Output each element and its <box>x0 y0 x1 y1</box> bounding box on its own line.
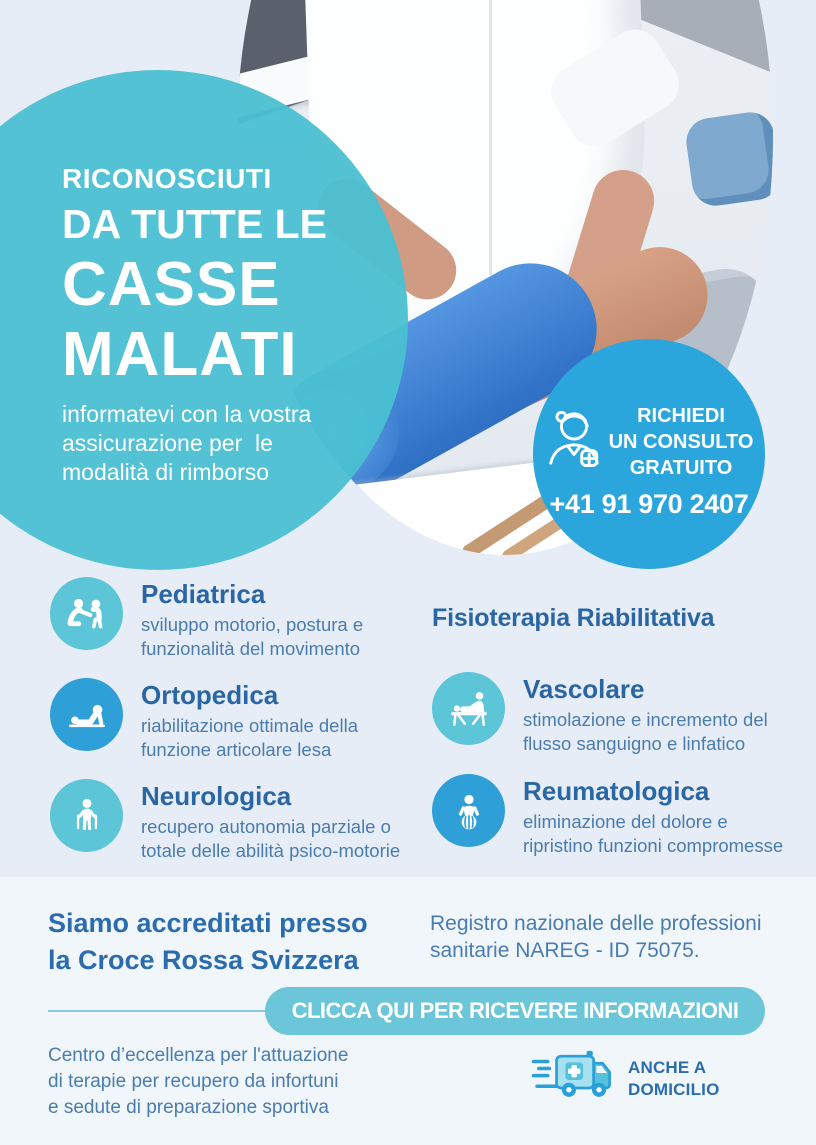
service-title: Reumatologica <box>523 776 710 806</box>
walker-icon <box>50 779 123 852</box>
section-heading: Fisioterapia Riabilitativa <box>432 604 715 632</box>
service-item-vascolare <box>432 672 768 756</box>
service-description: eliminazione del dolore e ripristino funzioni compromesse <box>523 811 784 856</box>
service-description: stimolazione e incremento del flusso sanguigno e linfatico <box>523 709 768 754</box>
orthopedic-exercise-icon <box>50 678 123 751</box>
registry-text: Registro nazionale delle professioni sanitarie NAREG - ID 75075. <box>430 912 762 962</box>
badge-subtext: informatevi con la vostra assicurazione per le modalità di rimborso <box>62 401 312 485</box>
center-description: Centro d’eccellenza per l'attuazione di terapie per recupero da infortuni e sedute di preparazione sportiva <box>48 1045 349 1118</box>
service-item-neurologica <box>50 779 400 863</box>
home-service-label: ANCHE A DOMICILIO <box>628 1058 720 1099</box>
doctor-icon <box>545 406 603 477</box>
request-info-button[interactable]: CLICCA QUI PER RICEVERE INFORMAZIONI <box>265 987 765 1035</box>
badge-line-4: MALATI <box>62 320 298 389</box>
free-consultation-cta[interactable] <box>533 339 765 569</box>
service-title: Vascolare <box>523 674 645 704</box>
photo-towel <box>683 109 773 208</box>
cta-row <box>545 403 754 481</box>
phone-number: +41 91 970 2407 <box>549 488 749 519</box>
photo-shirt-placket <box>489 0 492 275</box>
service-description: sviluppo motorio, postura e funzionalità del movimento <box>141 614 364 659</box>
divider-line <box>48 1010 266 1012</box>
exercise-ball-icon <box>432 774 505 847</box>
home-service-badge <box>530 1049 720 1109</box>
service-title: Ortopedica <box>141 680 279 710</box>
ambulance-icon <box>530 1049 622 1109</box>
service-title: Neurologica <box>141 781 292 811</box>
accreditation-heading: Siamo accreditati presso la Croce Rossa Svizzera <box>48 908 368 975</box>
service-item-ortopedica <box>50 678 358 762</box>
service-description: recupero autonomia parziale o totale delle abilità psico-motorie <box>141 816 401 861</box>
badge-line-1: RICONOSCIUTI <box>62 163 272 194</box>
badge-line-2: DA TUTTE LE <box>62 201 327 247</box>
footer-panel <box>0 877 816 1145</box>
massage-table-icon <box>432 672 505 745</box>
cta-text: RICHIEDI UN CONSULTO GRATUITO <box>608 404 754 479</box>
pediatric-icon <box>50 577 123 650</box>
service-item-pediatrica <box>50 577 363 661</box>
badge-line-3: CASSE <box>62 250 281 319</box>
service-description: riabilitazione ottimale della funzione articolare lesa <box>141 715 358 760</box>
service-title: Pediatrica <box>141 579 266 609</box>
insurance-badge-text <box>62 160 327 487</box>
service-item-reumatologica <box>432 774 783 858</box>
